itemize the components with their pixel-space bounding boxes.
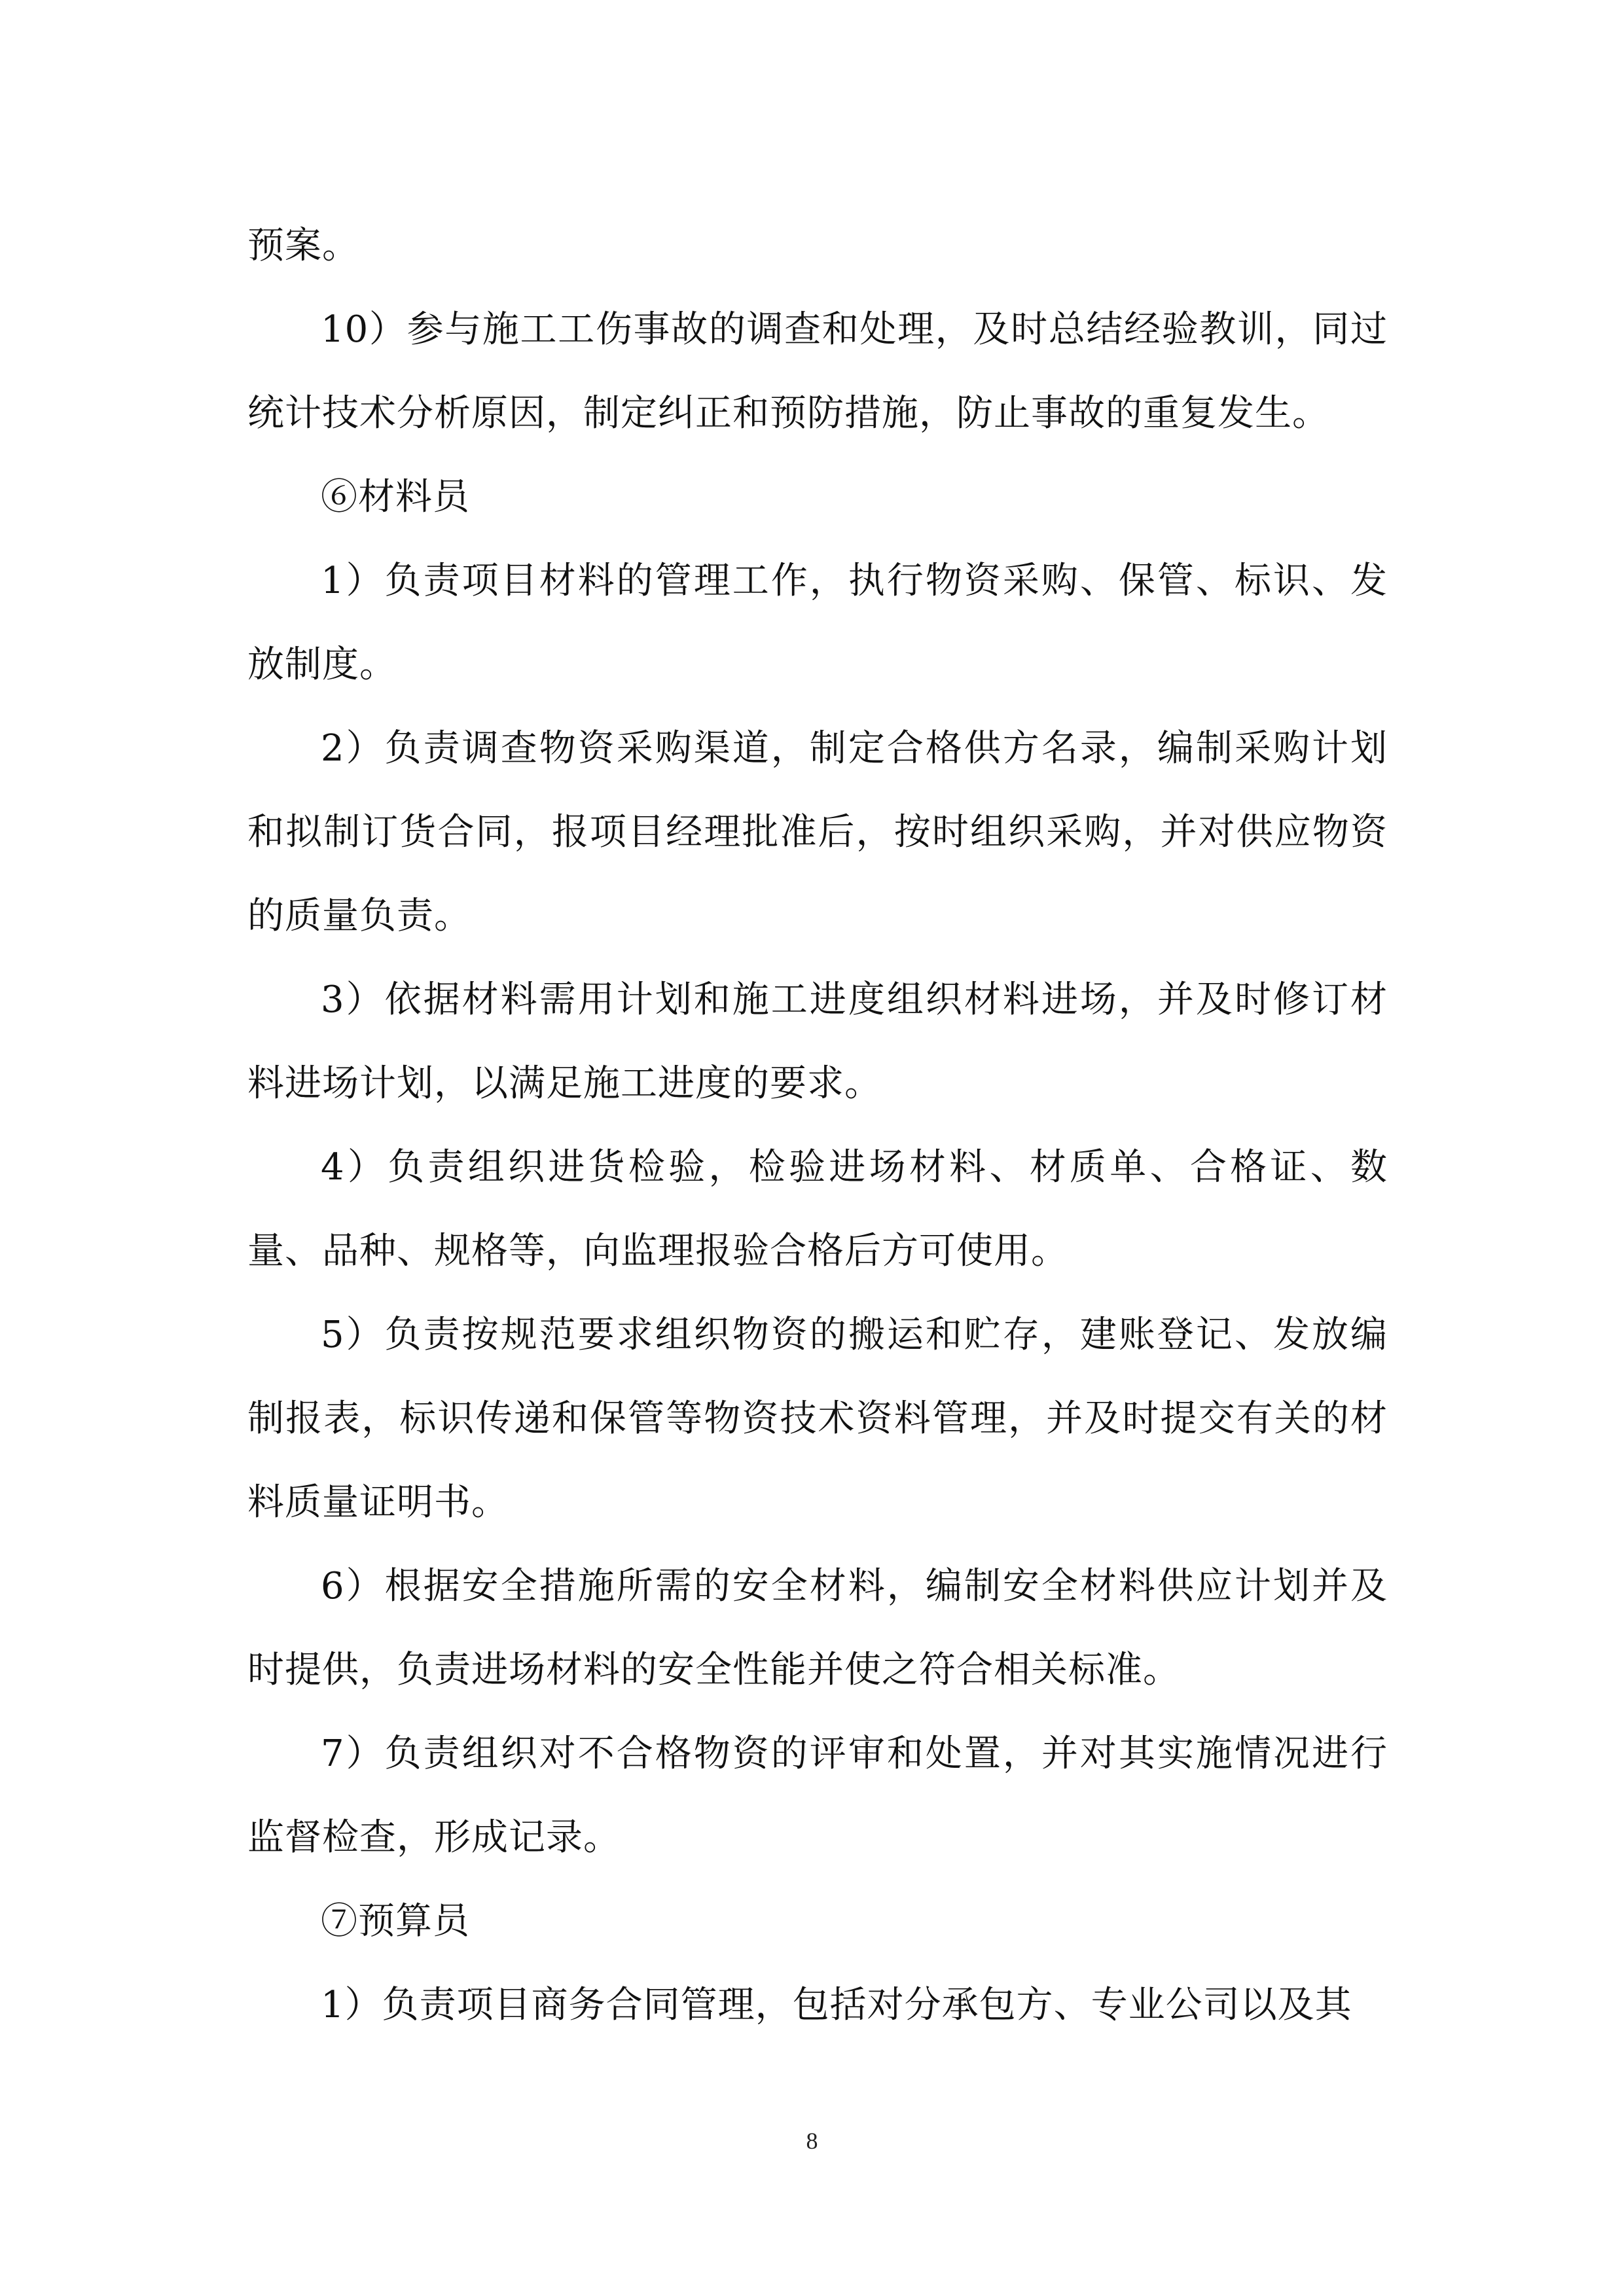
paragraph-item-6: 6）根据安全措施所需的安全材料，编制安全材料供应计划并及时提供，负责进场材料的安全性能并使之符合相关标准。 xyxy=(247,1565,1388,1691)
paragraph-item-4: 4）负责组织进货检验，检验进场材料、材质单、合格证、数量、品种、规格等，向监理报验合格后方可使用。 xyxy=(247,1146,1388,1272)
paragraph-item-5: 5）负责按规范要求组织物资的搬运和贮存，建账登记、发放编制报表，标识传递和保管等物资技术资料管理，并及时提交有关的材料质量证明书。 xyxy=(247,1314,1388,1524)
section-heading-budget-clerk: ⑦预算员 xyxy=(321,1900,470,1943)
paragraph-continuation: 预案。 xyxy=(247,224,359,267)
section-heading-material-clerk: ⑥材料员 xyxy=(321,476,470,518)
body-text xyxy=(247,204,1388,2047)
paragraph-item-2: 2）负责调查物资采购渠道，制定合格供方名录，编制采购计划和拟制订货合同，报项目经理批准后，按时组织采购，并对供应物资的质量负责。 xyxy=(247,727,1388,937)
page-number: 8 xyxy=(806,2128,818,2154)
paragraph-item-10: 10）参与施工工伤事故的调查和处理，及时总结经验教训，同过统计技术分析原因，制定纠正和预防措施，防止事故的重复发生。 xyxy=(247,308,1388,435)
paragraph-item-3: 3）依据材料需用计划和施工进度组织材料进场，并及时修订材料进场计划，以满足施工进度的要求。 xyxy=(247,978,1388,1105)
paragraph-budget-item-1: 1）负责项目商务合同管理，包括对分承包方、专业公司以及其 xyxy=(321,1984,1352,2026)
paragraph-item-1: 1）负责项目材料的管理工作，执行物资采购、保管、标识、发放制度。 xyxy=(247,560,1388,686)
paragraph-item-7: 7）负责组织对不合格物资的评审和处置，并对其实施情况进行监督检查，形成记录。 xyxy=(247,1732,1388,1859)
